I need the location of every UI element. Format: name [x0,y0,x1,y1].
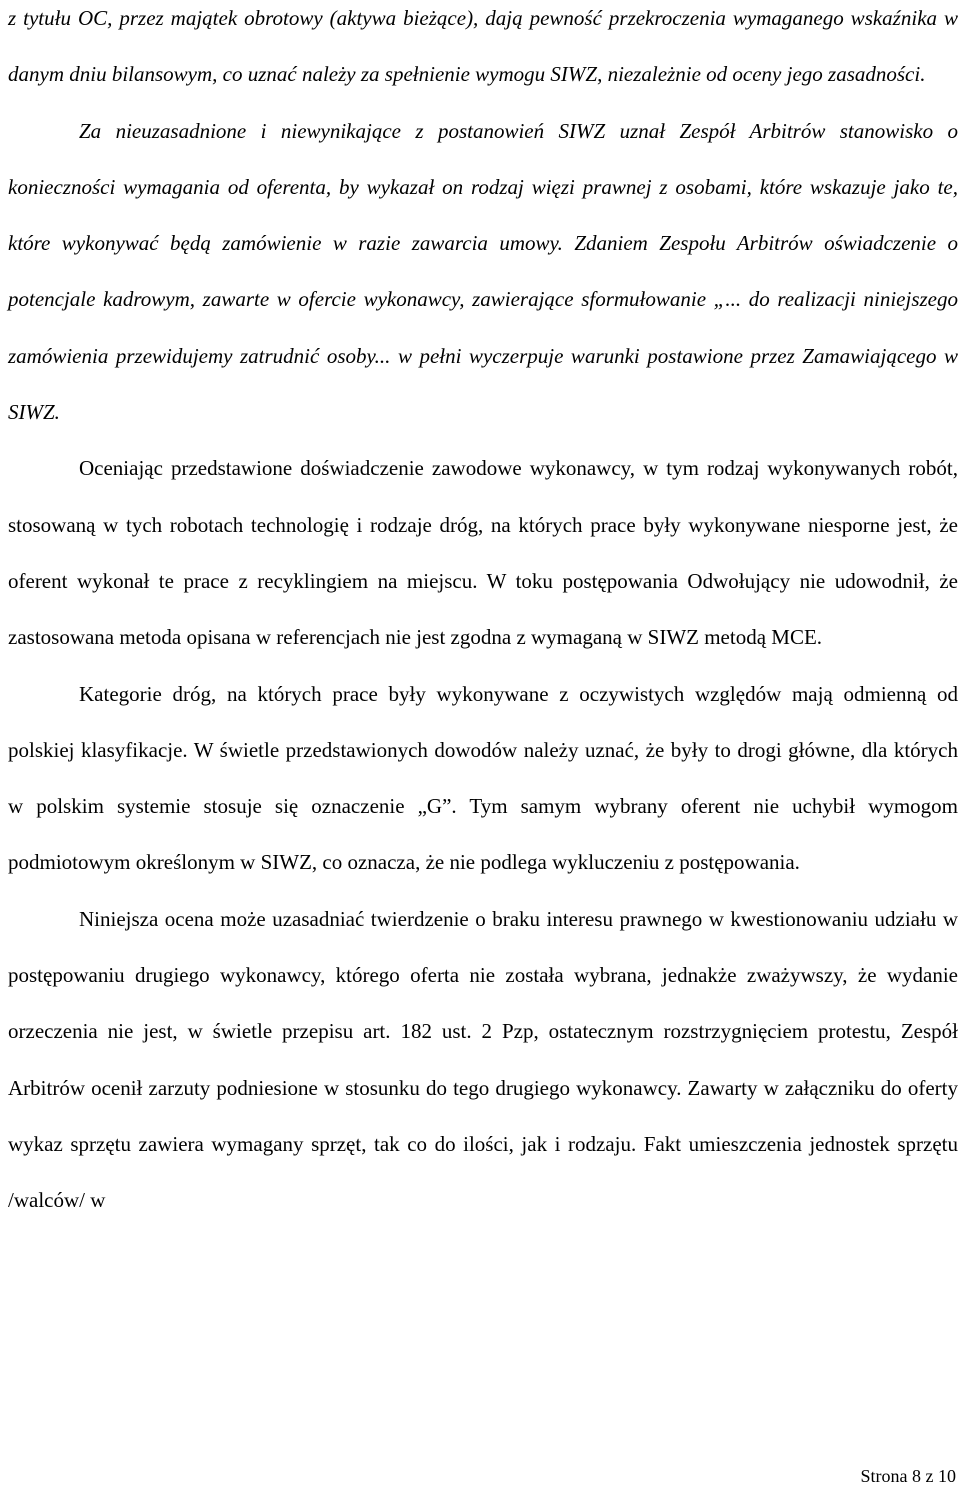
paragraph-5: Niniejsza ocena może uzasadniać twierdzenie o braku interesu prawnego w kwestionowaniu udziału w postępowaniu drugiego wykonawcy, którego oferta nie została wybrana, jednakże zważywszy, że wydanie orzeczenia nie jest, w świetle przepisu art. 182 ust. 2 Pzp, ostatecznym rozstrzygnięciem protestu, Zespół Arbitrów ocenił zarzuty podniesione w stosunku do tego drugiego wykonawcy. Zawarty w załączniku do oferty wykaz sprzętu zawiera wymagany sprzęt, tak co do ilości, jak i rodzaju. Fakt umieszczenia jednostek sprzętu /walców/ w [8,906,958,1213]
paragraph-4: Kategorie dróg, na których prace były wykonywane z oczywistych względów mają odmienną od polskiej klasyfikacje. W świetle przedstawionych dowodów należy uznać, że były to drogi główne, dla których w polskim systemie stosuje się oznaczenie „G”. Tym samym wybrany oferent nie uchybił wymogom podmiotowym określonym w SIWZ, co oznacza, że nie podlega wykluczeniu z postępowania. [8,681,958,875]
document-body [8,0,958,1229]
paragraph-2: Za nieuzasadnione i niewynikające z postanowień SIWZ uznał Zespół Arbitrów stanowisko o konieczności wymagania od oferenta, by wykazał on rodzaj więzi prawnej z osobami, które wskazuje jako te, które wykonywać będą zamówienie w razie zawarcia umowy. Zdaniem Zespołu Arbitrów oświadczenie o potencjale kadrowym, zawarte w ofercie wykonawcy, zawierające sformułowanie „... do realizacji niniejszego zamówienia przewidujemy zatrudnić osoby... w pełni wyczerpuje warunki postawione przez Zamawiającego w SIWZ. [8,118,958,425]
paragraph-1: z tytułu OC, przez majątek obrotowy (aktywa bieżące), dają pewność przekroczenia wymaganego wskaźnika w danym dniu bilansowym, co uznać należy za spełnienie wymogu SIWZ, niezależnie od oceny jego zasadności. [8,6,958,87]
page-number: Strona 8 z 10 [860,1466,956,1486]
paragraph-3: Oceniając przedstawione doświadczenie zawodowe wykonawcy, w tym rodzaj wykonywanych robót, stosowaną w tych robotach technologię i rodzaje dróg, na których prace były wykonywane niesporne jest, że oferent wykonał te prace z recyklingiem na miejscu. W toku postępowania Odwołujący nie udowodnił, że zastosowana metoda opisana w referencjach nie jest zgodna z wymaganą w SIWZ metodą MCE. [8,456,958,650]
document-page [8,0,958,1487]
